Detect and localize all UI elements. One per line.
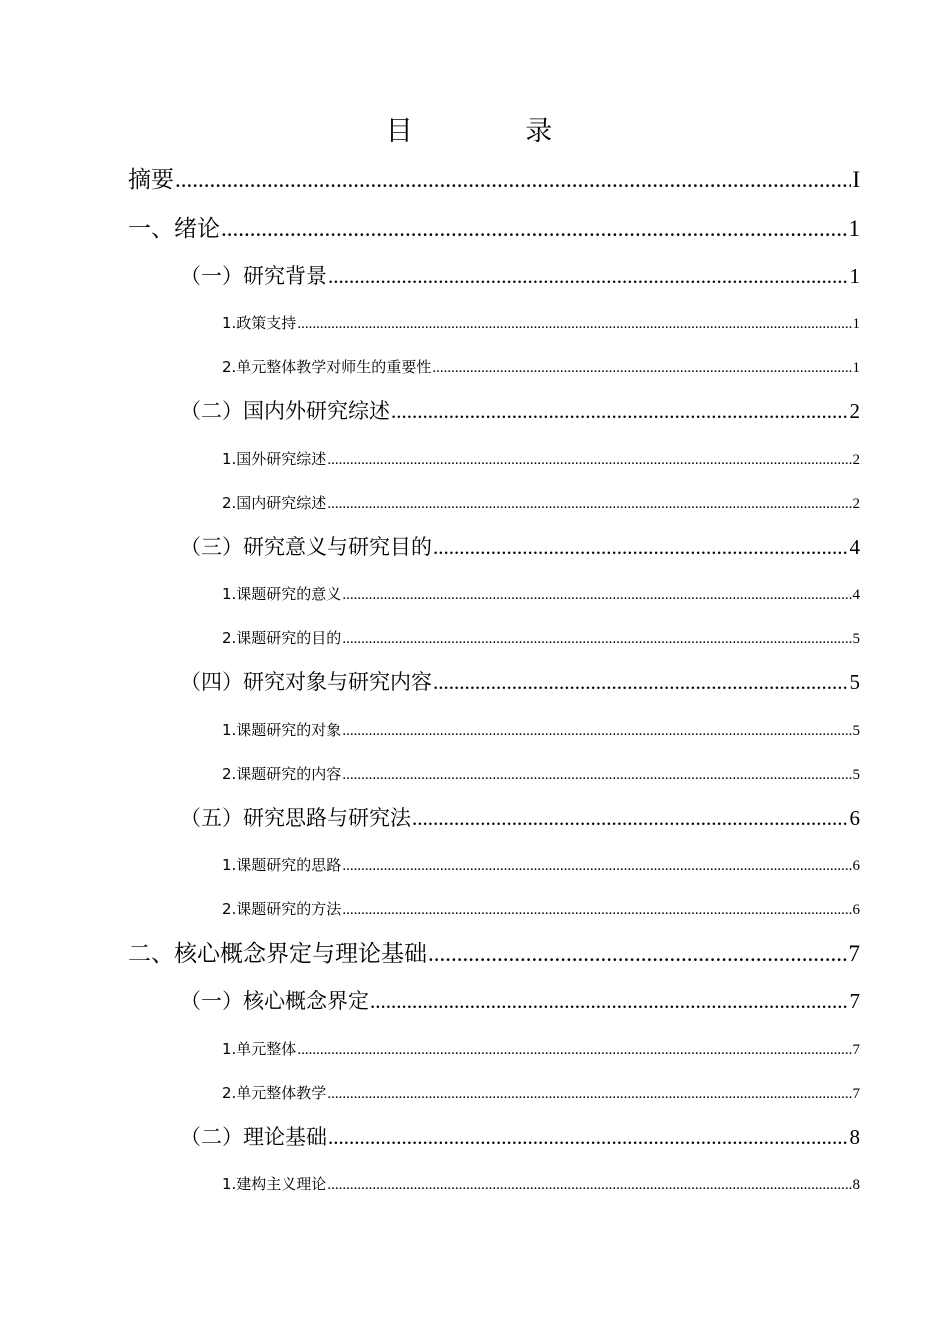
toc-leader-dots	[328, 261, 849, 291]
toc-entry-label: 1.政策支持	[222, 314, 297, 332]
toc-entry-label: 1.课题研究的思路	[222, 856, 342, 874]
toc-leader-dots	[432, 357, 851, 379]
toc-leader-dots	[328, 1122, 849, 1152]
toc-entry-abstract[interactable]	[128, 164, 860, 196]
toc-title: 目 录	[385, 116, 605, 147]
toc-entry-subsection[interactable]	[222, 898, 860, 921]
toc-entry-subsection[interactable]	[222, 1038, 860, 1061]
toc-page-number: 1	[848, 216, 860, 241]
toc-entry-subsection[interactable]	[222, 719, 860, 742]
toc-leader-dots	[428, 938, 848, 970]
toc-page-number: 6	[852, 858, 860, 874]
toc-entry-label: 一、绪论	[128, 216, 220, 242]
toc-page-number: 7	[848, 941, 860, 966]
toc-page-number: 6	[849, 806, 860, 830]
toc-entry-section[interactable]	[180, 1122, 860, 1152]
toc-entry-label: 1.课题研究的意义	[222, 585, 342, 603]
toc-entry-subsection[interactable]	[222, 356, 860, 379]
toc-entry-label: （一）核心概念界定	[180, 989, 369, 1013]
toc-entry-subsection[interactable]	[222, 312, 860, 335]
toc-page-number: 1	[849, 264, 860, 288]
toc-page-number: 6	[852, 902, 860, 918]
toc-page-number: 8	[849, 1125, 860, 1149]
toc-page-number: 5	[852, 631, 860, 647]
toc-page-number: 5	[852, 767, 860, 783]
toc-leader-dots	[370, 986, 849, 1016]
toc-leader-dots	[327, 493, 851, 515]
toc-entry-label: 2.单元整体教学对师生的重要性	[222, 358, 432, 376]
toc-leader-dots	[297, 313, 851, 335]
toc-entry-label: （二）国内外研究综述	[180, 399, 390, 423]
toc-entry-subsection[interactable]	[222, 627, 860, 650]
toc-leader-dots	[433, 532, 849, 562]
toc-page-number: 1	[852, 316, 860, 332]
toc-entry-label: 1.建构主义理论	[222, 1175, 327, 1193]
toc-entry-label: 二、核心概念界定与理论基础	[128, 941, 427, 967]
toc-page-number: 7	[849, 989, 860, 1013]
toc-entry-label: 2.课题研究的方法	[222, 900, 342, 918]
toc-entry-chapter-1[interactable]	[128, 213, 860, 245]
toc-page-number: 5	[852, 723, 860, 739]
toc-page-number: 2	[852, 452, 860, 468]
toc-entry-section[interactable]	[180, 396, 860, 426]
toc-page-number: 7	[852, 1086, 860, 1102]
toc-leader-dots	[342, 720, 851, 742]
toc-entry-label: 1.课题研究的对象	[222, 721, 342, 739]
toc-leader-dots	[327, 1174, 851, 1196]
toc-leader-dots	[391, 396, 849, 426]
toc-leader-dots	[433, 667, 849, 697]
toc-entry-subsection[interactable]	[222, 1082, 860, 1105]
toc-entry-label: （一）研究背景	[180, 264, 327, 288]
toc-leader-dots	[342, 764, 851, 786]
toc-entry-subsection[interactable]	[222, 448, 860, 471]
toc-entry-section[interactable]	[180, 667, 860, 697]
toc-leader-dots	[297, 1039, 851, 1061]
toc-leader-dots	[412, 803, 849, 833]
toc-leader-dots	[175, 164, 851, 196]
toc-leader-dots	[221, 213, 848, 245]
toc-entry-label: 2.课题研究的目的	[222, 629, 342, 647]
toc-entry-section[interactable]	[180, 803, 860, 833]
toc-leader-dots	[342, 899, 851, 921]
toc-page-number: I	[852, 167, 860, 192]
toc-entry-section[interactable]	[180, 532, 860, 562]
toc-entry-chapter-2[interactable]	[128, 938, 860, 970]
toc-entry-label: 2.课题研究的内容	[222, 765, 342, 783]
toc-entry-label: 1.国外研究综述	[222, 450, 327, 468]
toc-entry-label: 2.国内研究综述	[222, 494, 327, 512]
toc-page-number: 4	[852, 587, 860, 603]
toc-page-number: 4	[849, 535, 860, 559]
toc-entry-subsection[interactable]	[222, 583, 860, 606]
toc-page-number: 5	[849, 670, 860, 694]
toc-entry-subsection[interactable]	[222, 492, 860, 515]
toc-entry-label: 1.单元整体	[222, 1040, 297, 1058]
toc-entry-subsection[interactable]	[222, 854, 860, 877]
toc-entry-label: （三）研究意义与研究目的	[180, 535, 432, 559]
toc-leader-dots	[327, 449, 851, 471]
toc-leader-dots	[342, 628, 851, 650]
toc-page-number: 1	[852, 360, 860, 376]
toc-entry-label: （二）理论基础	[180, 1125, 327, 1149]
toc-entry-label: 摘要	[128, 167, 174, 193]
toc-page-number: 2	[852, 496, 860, 512]
toc-entry-label: 2.单元整体教学	[222, 1084, 327, 1102]
toc-entry-subsection[interactable]	[222, 763, 860, 786]
toc-entry-label: （四）研究对象与研究内容	[180, 670, 432, 694]
toc-entry-section[interactable]	[180, 986, 860, 1016]
toc-entry-subsection[interactable]	[222, 1173, 860, 1196]
toc-leader-dots	[342, 855, 851, 877]
toc-page-number: 7	[852, 1042, 860, 1058]
toc-leader-dots	[327, 1083, 851, 1105]
toc-leader-dots	[342, 584, 851, 606]
toc-page-number: 2	[849, 399, 860, 423]
toc-entry-label: （五）研究思路与研究法	[180, 806, 411, 830]
toc-entry-section[interactable]	[180, 261, 860, 291]
toc-page-number: 8	[852, 1177, 860, 1193]
